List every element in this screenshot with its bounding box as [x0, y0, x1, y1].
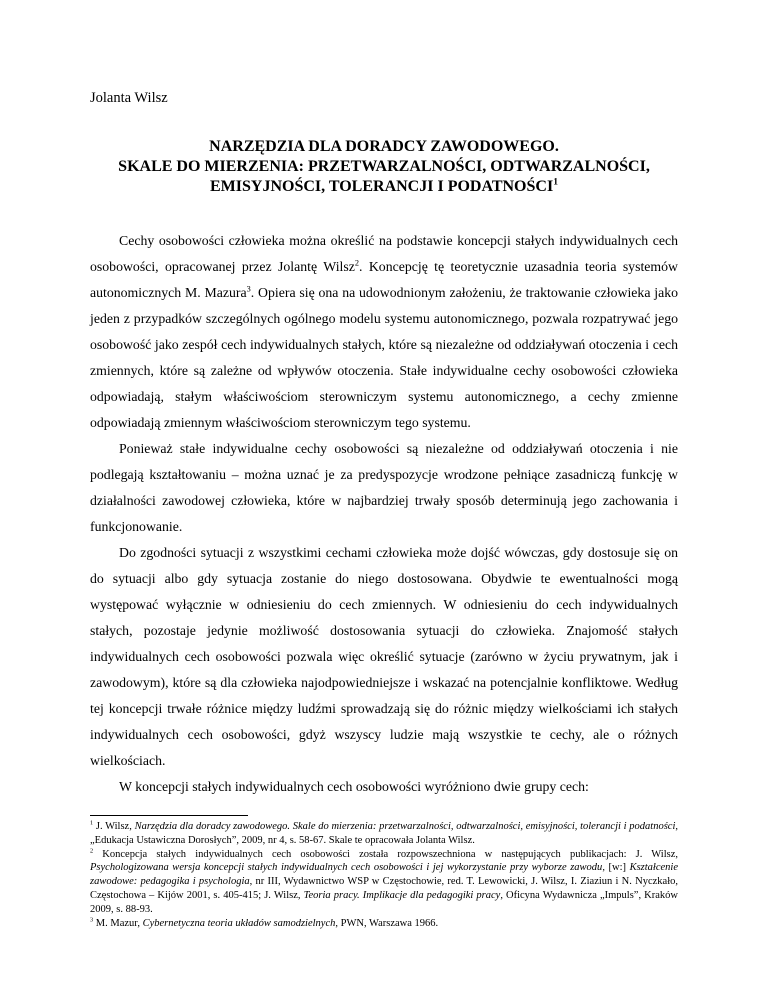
- paragraph-1-part-b: . Koncepcję tę teoretycznie uzasadnia teoria systemów autonomicznych M. Mazura: [90, 259, 679, 300]
- paragraph-1-part-a: Cechy osobowości człowieka można określić na podstawie koncepcji stałych indywidualnych cech osobowości, opracowanej przez Jolantę Wilsz: [90, 233, 678, 274]
- footnote-2-number: 2: [90, 847, 94, 855]
- footnote-2-italic-3: Teoria pracy. Implikacje dla pedagogiki pracy: [303, 889, 501, 901]
- footnote-3: [90, 917, 678, 931]
- footnote-2-italic-1: Psychologizowana wersja koncepcji stałych indywidualnych cech osobowości i jej wykorzystanie przy wyborze zawodu: [90, 862, 603, 874]
- footnote-2-part-b: , [w:]: [602, 862, 630, 874]
- document-title: [90, 137, 678, 197]
- footnote-1-italic: Narzędzia dla doradcy zawodowego. Skale do mierzenia: przetwarzalności, odtwarzalności, emisyjności, tolerancji i podatności: [134, 821, 676, 832]
- body-text: [90, 228, 678, 800]
- footnote-1-number: 1: [90, 819, 94, 827]
- footnote-1-part-b: , „Edukacja Ustawiczna Dorosłych”, 2009, nr 4, s. 58-67. Skale te opracowała Jolanta Wilsz.: [90, 821, 678, 846]
- paragraph-2: Ponieważ stałe indywidualne cechy osobowości są niezależne od oddziaływań otoczenia i nie podlegają kształtowaniu – można uznać je za predyspozycje wrodzone pełniące zasadniczą funkcję w działalności zawodowej człowieka, które w najbardziej trwały sposób determinują jego zachowania i funkcjonowanie.: [90, 441, 678, 534]
- footnote-ref-3[interactable]: 3: [246, 284, 251, 294]
- footnote-separator: [90, 815, 248, 816]
- paragraph-4: W koncepcji stałych indywidualnych cech osobowości wyróżniono dwie grupy cech:: [119, 779, 589, 794]
- footnote-2-part-a: Koncepcja stałych indywidualnych cech osobowości została rozpowszechniona w następujących publikacjach: J. Wilsz,: [93, 848, 678, 860]
- footnote-2-part-c: , nr III, Wydawnictwo WSP w Częstochowie, red. T. Lewowicki, J. Wilsz, I. Ziaziun i N. Nyczkało, Częstochowa – Kijów 2001, s. 405-415; J. Wilsz,: [90, 876, 678, 901]
- footnote-3-part-b: , PWN, Warszawa 1966.: [335, 917, 439, 929]
- footnote-3-number: 3: [90, 916, 94, 924]
- title-line-1: NARZĘDZIA DLA DORADCY ZAWODOWEGO.: [209, 138, 559, 155]
- footnote-1-part-a: J. Wilsz,: [93, 821, 135, 832]
- title-footnote-ref[interactable]: 1: [553, 176, 558, 188]
- footnote-1: [90, 820, 678, 848]
- paragraph-1-part-c: . Opiera się ona na udowodnionym założeniu, że traktowanie człowieka jako jeden z przypadków szczególnych ogólnego modelu systemu autonomicznego, pozwala rozpatrywać jego osobowość jako zespół cech indywidualnych stałych, które są niezależne od oddziaływań otoczenia i cech zmiennych, które są zależne od wpływów otoczenia. Stałe indywidualne cechy osobowości człowieka odpowiadają, stałym właściwościom sterowniczym systemu autonomicznego, a cechy zmienne odpowiadają zmiennym właściwościom sterowniczym tego systemu.: [90, 285, 678, 430]
- footnote-ref-2[interactable]: 2: [354, 258, 360, 268]
- footnote-2: [90, 848, 678, 917]
- paragraph-1: [90, 228, 678, 436]
- paragraph-3: Do zgodności sytuacji z wszystkimi cechami człowieka może dojść wówczas, gdy dostosuje się on do sytuacji albo gdy sytuacja zostanie do niego dostosowana. Obydwie te ewentualności mogą występować wyłącznie w odniesieniu do cech zmiennych. W odniesieniu do cech indywidualnych stałych, pozostaje jedynie możliwość dostosowania sytuacji do człowieka. Znajomość stałych indywidualnych cech osobowości pozwala więc określić sytuacje (zarówno w życiu prywatnym, jak i zawodowym), które są dla człowieka najodpowiedniejsze i wskazać na potencjalnie konfliktowe. Według tej koncepcji trwałe różnice między ludźmi sprowadzają się do różnic między wielkościami ich stałych indywidualnych cech osobowości, gdyż wszyscy ludzie mają wszystkie te cechy, ale o różnych wielkościach.: [90, 545, 678, 768]
- footnote-2-part-d: , Oficyna Wydawnicza „Impuls”, Kraków 2009, s. 88-93.: [90, 889, 678, 915]
- title-line-2: SKALE DO MIERZENIA: PRZETWARZALNOŚCI, ODTWARZALNOŚCI,: [118, 158, 650, 175]
- footnote-3-italic: Cybernetyczna teoria układów samodzielnych: [142, 917, 336, 929]
- title-line-3: EMISYJNOŚCI, TOLERANCJI I PODATNOŚCI: [210, 178, 554, 195]
- author-name: Jolanta Wilsz: [90, 90, 168, 106]
- footnote-3-part-a: M. Mazur,: [93, 917, 143, 929]
- footnote-2-italic-2: Kształcenie zawodowe: pedagogika i psychologia: [90, 862, 678, 888]
- footnotes: [90, 820, 678, 930]
